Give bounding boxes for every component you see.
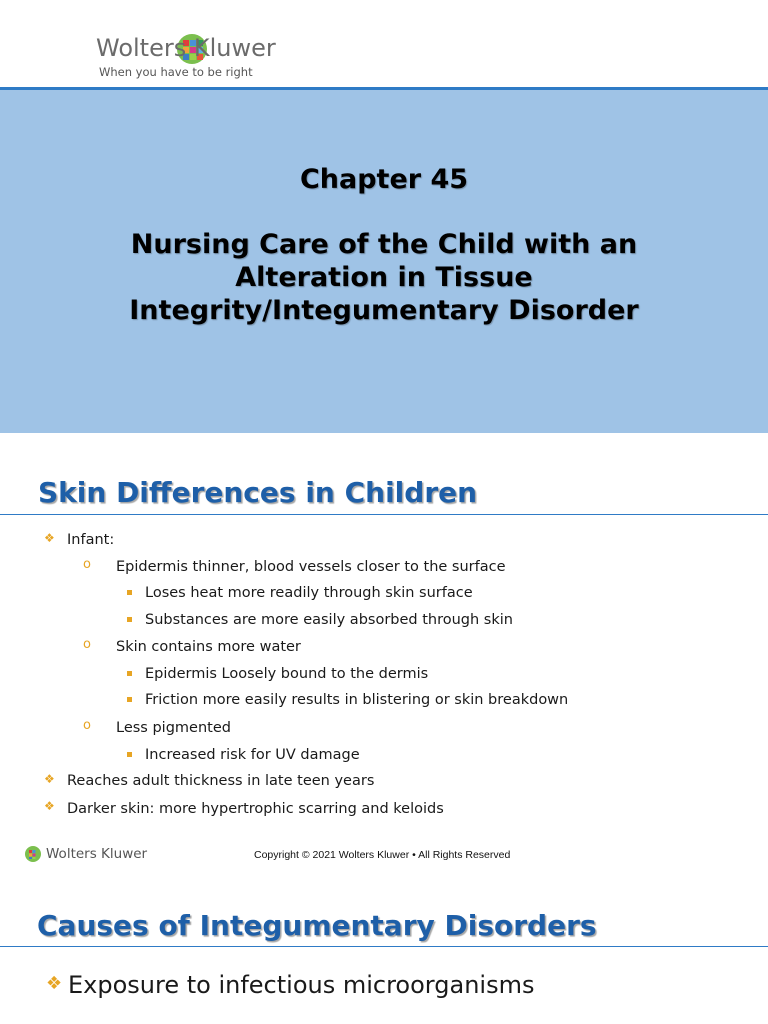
list-item: Darker skin: more hypertrophic scarring and keloids xyxy=(67,801,444,817)
square-bullet-icon xyxy=(127,617,132,622)
slide-heading: Skin Differences in Children xyxy=(38,476,478,509)
copyright-notice: Copyright © 2021 Wolters Kluwer • All Rights Reserved xyxy=(254,849,511,861)
list-item: Increased risk for UV damage xyxy=(145,747,360,763)
brand-name: Wolters Kluwer xyxy=(96,34,276,62)
list-item: Friction more easily results in blistering or skin breakdown xyxy=(145,692,569,708)
square-bullet-icon xyxy=(127,697,132,702)
heading-divider xyxy=(0,514,768,515)
list-item: Epidermis thinner, blood vessels closer to the surface xyxy=(116,559,506,575)
list-item: Epidermis Loosely bound to the dermis xyxy=(145,666,429,682)
slide-heading: Causes of Integumentary Disorders xyxy=(37,909,597,942)
list-item: Skin contains more water xyxy=(116,639,301,655)
square-bullet-icon xyxy=(127,752,132,757)
chapter-title: Chapter 45 xyxy=(299,164,469,195)
list-item: Infant: xyxy=(67,532,115,548)
list-item: Less pigmented xyxy=(116,720,231,736)
diamond-bullet-icon: ❖ xyxy=(44,772,55,786)
footer-brand: Wolters Kluwer xyxy=(46,846,148,862)
diamond-bullet-icon: ❖ xyxy=(46,973,63,994)
wolters-kluwer-logo-icon xyxy=(24,845,44,863)
list-item: Reaches adult thickness in late teen years xyxy=(67,773,375,789)
square-bullet-icon xyxy=(127,590,132,595)
square-bullet-icon xyxy=(127,671,132,676)
circle-bullet-icon: o xyxy=(83,557,91,572)
chapter-subtitle: Nursing Care of the Child with an Alteration in Tissue Integrity/Integumentary Disorder xyxy=(129,229,639,326)
list-item: Substances are more easily absorbed through skin xyxy=(145,612,513,628)
circle-bullet-icon: o xyxy=(83,637,91,652)
circle-bullet-icon: o xyxy=(83,718,91,733)
list-item: Loses heat more readily through skin surface xyxy=(145,585,473,601)
heading-divider xyxy=(0,946,768,947)
brand-tagline: When you have to be right xyxy=(99,65,253,79)
diamond-bullet-icon: ❖ xyxy=(44,799,55,813)
list-item: Exposure to infectious microorganisms xyxy=(68,971,535,999)
diamond-bullet-icon: ❖ xyxy=(44,531,55,545)
